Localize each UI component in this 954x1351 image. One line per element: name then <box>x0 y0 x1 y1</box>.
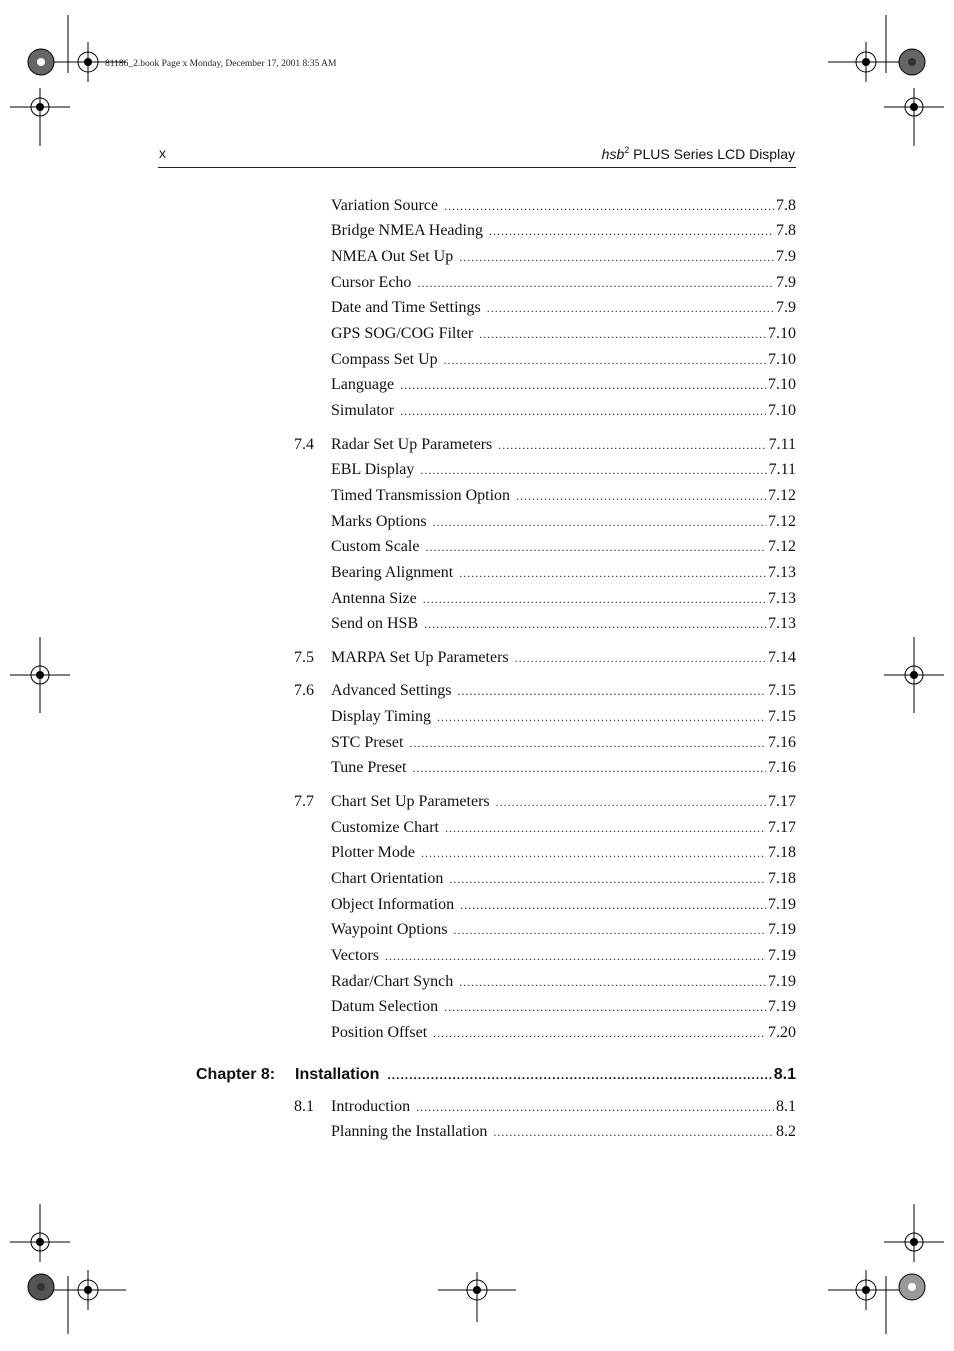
dot-leader <box>460 898 766 913</box>
toc-page-number: 7.19 <box>768 998 796 1015</box>
toc-page-number: 7.10 <box>768 325 796 342</box>
dot-leader <box>445 821 766 836</box>
book-title <box>602 145 795 162</box>
toc-page-number: 7.18 <box>768 844 796 861</box>
dot-leader <box>498 438 766 453</box>
dot-leader <box>459 250 774 265</box>
dot-leader <box>400 404 766 419</box>
toc-page-number: 7.10 <box>768 402 796 419</box>
toc-page-number: 7.18 <box>768 870 796 887</box>
toc-entry-chart-orientation[interactable] <box>331 870 796 892</box>
toc-entry-plotter-mode[interactable] <box>331 844 796 866</box>
dot-leader <box>444 199 774 214</box>
toc-entry-cursor-echo[interactable] <box>331 274 796 296</box>
toc-entry-label: Introduction <box>331 1098 411 1115</box>
toc-page-number: 7.9 <box>776 248 796 265</box>
toc-page-number: 7.12 <box>768 513 796 530</box>
toc-page-number: 7.9 <box>776 299 796 316</box>
toc-entry-label: Radar/Chart Synch <box>331 973 454 990</box>
book-title-italic: hsb <box>601 146 625 162</box>
book-title-superscript: 2 <box>624 145 630 155</box>
toc-entry-date-and-time-settings[interactable] <box>331 299 796 321</box>
toc-entry-label: Radar Set Up Parameters <box>331 436 493 453</box>
dot-leader <box>516 489 766 504</box>
toc-page-number: 7.10 <box>768 351 796 368</box>
chapter-title-line <box>295 1066 796 1084</box>
chapter-title: Installation <box>295 1066 380 1083</box>
dot-leader <box>424 617 766 632</box>
toc-entry-position-offset[interactable] <box>331 1024 796 1046</box>
dot-leader <box>459 566 766 581</box>
registration-marks-bottom <box>0 1200 954 1350</box>
toc-section-8-1[interactable] <box>294 1098 796 1120</box>
toc-entry-bridge-nmea-heading[interactable] <box>331 222 796 244</box>
toc-page-number: 7.8 <box>776 222 796 239</box>
toc-entry-planning-the-installation[interactable] <box>331 1123 796 1145</box>
dot-leader <box>457 684 766 699</box>
toc-entry-custom-scale[interactable] <box>331 538 796 560</box>
toc-entry-gps-sog-cog-filter[interactable] <box>331 325 796 347</box>
toc-page-number: 8.1 <box>776 1098 796 1115</box>
dot-leader <box>420 463 766 478</box>
toc-entry-label: GPS SOG/COG Filter <box>331 325 474 342</box>
toc-entry-simulator[interactable] <box>331 402 796 424</box>
dot-leader <box>416 1100 774 1115</box>
toc-page-number: 8.1 <box>773 1066 796 1083</box>
dot-leader <box>444 1000 766 1015</box>
toc-page-number: 7.12 <box>768 538 796 555</box>
toc-entry-bearing-alignment[interactable] <box>331 564 796 586</box>
toc-entry-vectors[interactable] <box>331 947 796 969</box>
toc-page-number: 8.2 <box>776 1123 796 1140</box>
section-number: 7.5 <box>294 649 314 666</box>
toc-page-number: 7.10 <box>768 376 796 393</box>
dot-leader <box>515 651 766 666</box>
toc-entry-stc-preset[interactable] <box>331 734 796 756</box>
dot-leader <box>437 710 766 725</box>
toc-entry-label: Simulator <box>331 402 395 419</box>
toc-entry-label: Chart Set Up Parameters <box>331 793 490 810</box>
dot-leader <box>487 301 774 316</box>
dot-leader <box>421 846 766 861</box>
page-folio: x <box>159 145 166 161</box>
toc-page-number: 7.11 <box>768 436 796 453</box>
toc-page-number: 7.16 <box>768 759 796 776</box>
toc-entry-nmea-out-set-up[interactable] <box>331 248 796 270</box>
toc-entry-marks-options[interactable] <box>331 513 796 535</box>
dot-leader <box>496 795 766 810</box>
section-number: 8.1 <box>294 1098 314 1115</box>
toc-entry-timed-transmission-option[interactable] <box>331 487 796 509</box>
dot-leader <box>493 1125 774 1140</box>
toc-entry-compass-set-up[interactable] <box>331 351 796 373</box>
toc-entry-label: Cursor Echo <box>331 274 412 291</box>
toc-entry-label: Date and Time Settings <box>331 299 481 316</box>
registration-marks-top <box>0 0 954 150</box>
toc-entry-label: Variation Source <box>331 197 439 214</box>
toc-section-7-7[interactable] <box>294 793 796 815</box>
toc-entry-label: Language <box>331 376 395 393</box>
toc-entry-display-timing[interactable] <box>331 708 796 730</box>
toc-page-number: 7.13 <box>768 615 796 632</box>
toc-page-number: 7.15 <box>768 682 796 699</box>
section-number: 7.6 <box>294 682 314 699</box>
toc-entry-label: Customize Chart <box>331 819 439 836</box>
toc-page-number: 7.11 <box>768 461 796 478</box>
dot-leader <box>459 975 766 990</box>
toc-entry-label: STC Preset <box>331 734 404 751</box>
toc-page-number: 7.19 <box>768 947 796 964</box>
dot-leader <box>412 761 766 776</box>
toc-chapter-8[interactable] <box>196 1064 796 1088</box>
toc-entry-label: Timed Transmission Option <box>331 487 511 504</box>
toc-entry-label: Custom Scale <box>331 538 420 555</box>
toc-entry-variation-source[interactable] <box>331 197 796 219</box>
dot-leader <box>433 1026 766 1041</box>
dot-leader <box>409 736 766 751</box>
toc-page-number: 7.15 <box>768 708 796 725</box>
toc-page-number: 7.12 <box>768 487 796 504</box>
toc-entry-label: Display Timing <box>331 708 432 725</box>
running-header <box>158 143 796 168</box>
toc-entry-waypoint-options[interactable] <box>331 921 796 943</box>
toc-entry-label: Tune Preset <box>331 759 407 776</box>
dot-leader <box>489 224 774 239</box>
toc-entry-label: Marks Options <box>331 513 427 530</box>
toc-section-7-5[interactable] <box>294 649 796 671</box>
toc-page-number: 7.14 <box>768 649 796 666</box>
dot-leader <box>385 949 766 964</box>
toc-page-number: 7.17 <box>768 819 796 836</box>
toc-entry-radar-chart-synch[interactable] <box>331 973 796 995</box>
dot-leader <box>479 327 766 342</box>
toc-entry-object-information[interactable] <box>331 896 796 918</box>
toc-entry-ebl-display[interactable] <box>331 461 796 483</box>
print-slug: 81186_2.book Page x Monday, December 17, 2001 8:35 AM <box>105 59 337 69</box>
toc-entry-antenna-size[interactable] <box>331 590 796 612</box>
toc-page-number: 7.17 <box>768 793 796 810</box>
toc-entry-label: Antenna Size <box>331 590 417 607</box>
toc-section-7-6[interactable] <box>294 682 796 704</box>
section-number: 7.7 <box>294 793 314 810</box>
toc-entry-customize-chart[interactable] <box>331 819 796 841</box>
toc-entry-label: Advanced Settings <box>331 682 452 699</box>
toc-page-number: 7.13 <box>768 564 796 581</box>
toc-entry-label: Vectors <box>331 947 379 964</box>
toc-entry-send-on-hsb[interactable] <box>331 615 796 637</box>
toc-page-number: 7.19 <box>768 921 796 938</box>
section-number: 7.4 <box>294 436 314 453</box>
toc-page-number: 7.9 <box>776 274 796 291</box>
toc-entry-tune-preset[interactable] <box>331 759 796 781</box>
dot-leader <box>387 1068 771 1082</box>
dot-leader <box>423 592 766 607</box>
toc-entry-datum-selection[interactable] <box>331 998 796 1020</box>
dot-leader <box>444 353 766 368</box>
toc-entry-label: MARPA Set Up Parameters <box>331 649 509 666</box>
dot-leader <box>453 923 766 938</box>
dot-leader <box>400 378 766 393</box>
dot-leader <box>417 276 774 291</box>
toc-section-7-4[interactable] <box>294 436 796 458</box>
toc-entry-label: Datum Selection <box>331 998 439 1015</box>
toc-entry-label: Bearing Alignment <box>331 564 454 581</box>
toc-entry-label: Planning the Installation <box>331 1123 488 1140</box>
toc-entry-label: NMEA Out Set Up <box>331 248 454 265</box>
toc-entry-label: Waypoint Options <box>331 921 448 938</box>
toc-entry-language[interactable] <box>331 376 796 398</box>
toc-page-number: 7.8 <box>776 197 796 214</box>
toc-entry-label: Position Offset <box>331 1024 428 1041</box>
toc-entry-label: Object Information <box>331 896 455 913</box>
chapter-label: Chapter 8: <box>196 1066 276 1083</box>
toc-page-number: 7.20 <box>768 1024 796 1041</box>
toc-entry-label: Send on HSB <box>331 615 419 632</box>
toc-page-number: 7.13 <box>768 590 796 607</box>
toc-entry-label: EBL Display <box>331 461 415 478</box>
toc-page-number: 7.19 <box>768 973 796 990</box>
toc-page-number: 7.16 <box>768 734 796 751</box>
toc-entry-label: Plotter Mode <box>331 844 415 861</box>
toc-entry-label: Compass Set Up <box>331 351 438 368</box>
toc-entry-label: Chart Orientation <box>331 870 444 887</box>
dot-leader <box>425 540 766 555</box>
book-title-rest: PLUS Series LCD Display <box>629 146 795 162</box>
toc-page-number: 7.19 <box>768 896 796 913</box>
dot-leader <box>449 872 766 887</box>
dot-leader <box>433 515 766 530</box>
toc-entry-label: Bridge NMEA Heading <box>331 222 483 239</box>
